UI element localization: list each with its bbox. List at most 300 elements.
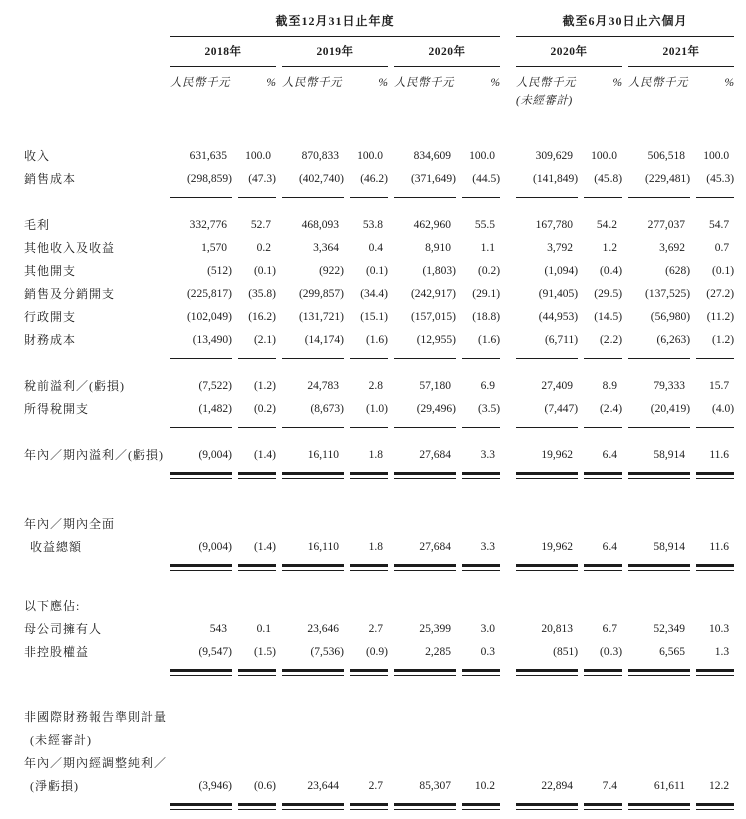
amount-cell	[628, 752, 690, 775]
section-gap-cell	[24, 115, 734, 145]
amount-cell: 25,399	[419, 623, 451, 635]
amount-cell: (7,447)	[516, 398, 578, 428]
percent-cell	[584, 595, 622, 618]
section-gap	[24, 571, 734, 595]
row-label: 稅前溢利／(虧損)	[24, 379, 125, 393]
amount-cell: (29,496)	[394, 398, 456, 428]
group-gap	[506, 641, 510, 676]
amount-cell: 16,110	[282, 444, 344, 479]
row-label: 銷售及分銷開支	[24, 287, 116, 301]
amount-cell	[282, 752, 344, 775]
amount-cell	[628, 729, 690, 752]
unit-label: 人民幣千元	[628, 77, 689, 89]
empty-cell	[584, 93, 622, 115]
percent-cell: 52.7	[250, 219, 271, 231]
amount-cell: (13,490)	[170, 329, 232, 359]
percent-cell	[350, 752, 388, 775]
percent-cell: (45.8)	[584, 168, 622, 198]
amount-cell: (1,482)	[170, 398, 232, 428]
percent-cell	[238, 752, 276, 775]
row-label: 其他收入及收益	[24, 241, 116, 255]
amount-cell: 57,180	[419, 380, 451, 392]
amount-cell: (141,849)	[516, 168, 578, 198]
percent-cell	[696, 752, 734, 775]
row-label: 年內／期內溢利／(虧損)	[24, 448, 164, 462]
row-label: 其他開支	[24, 264, 77, 278]
percent-cell: 3.0	[480, 623, 496, 635]
amount-cell	[282, 595, 344, 618]
amount-cell: (6,263)	[628, 329, 690, 359]
income-statement-table	[18, 8, 740, 810]
amount-cell: (6,711)	[516, 329, 578, 359]
year-header-2020-interim: 2020年	[516, 37, 622, 67]
row-label: 以下應佔:	[24, 599, 81, 613]
percent-cell: (46.2)	[350, 168, 388, 198]
amount-cell: (131,721)	[298, 311, 344, 323]
amount-cell	[516, 752, 578, 775]
percent-cell: 2.7	[368, 623, 383, 635]
unaudited-note-row	[24, 93, 734, 115]
percent-cell: 55.5	[474, 219, 496, 231]
header-label-spacer	[24, 93, 164, 115]
percent-cell: (0.1)	[253, 265, 276, 277]
empty-cell	[628, 93, 734, 115]
row-label: 毛利	[24, 218, 51, 232]
amount-cell: (851)	[516, 641, 578, 676]
amount-cell: 631,635	[189, 150, 227, 162]
row-label: 所得稅開支	[24, 402, 90, 416]
percent-cell: 1.1	[480, 242, 496, 254]
table-row	[24, 618, 734, 641]
percent-cell	[462, 513, 500, 536]
row-label: 年內／期內全面	[24, 517, 116, 531]
percent-cell: (14.5)	[594, 311, 623, 323]
empty-cell	[170, 93, 500, 115]
unit-label: 人民幣千元	[282, 77, 342, 89]
percent-cell: (2.2)	[584, 329, 622, 359]
year-header-2020: 2020年	[394, 37, 500, 67]
percent-cell	[584, 752, 622, 775]
table-row	[24, 237, 734, 260]
percent-cell: 1.2	[602, 242, 618, 254]
amount-cell	[628, 513, 690, 536]
percent-cell: (1.2)	[696, 329, 734, 359]
amount-cell: (1,803)	[422, 265, 456, 277]
section-gap-cell	[24, 676, 734, 706]
amount-cell	[516, 595, 578, 618]
group-gap	[506, 37, 510, 67]
amount-cell	[628, 706, 690, 729]
amount-cell: (7,536)	[282, 641, 344, 676]
table-row	[24, 260, 734, 283]
amount-cell: (7,522)	[198, 380, 232, 392]
percent-cell: (0.2)	[478, 265, 501, 277]
percent-cell: 10.3	[708, 623, 730, 635]
table-row	[24, 306, 734, 329]
table-row	[24, 283, 734, 306]
group-gap	[506, 536, 510, 571]
amount-cell: (242,917)	[410, 288, 456, 300]
row-label: 母公司擁有人	[24, 622, 103, 636]
percent-cell: (1.4)	[238, 536, 276, 571]
amount-cell: (8,673)	[282, 398, 344, 428]
amount-cell: 1,570	[201, 242, 227, 254]
percent-cell	[696, 595, 734, 618]
percent-cell: (18.8)	[472, 311, 501, 323]
group-gap	[506, 618, 510, 641]
year-header-row	[24, 37, 734, 67]
interim-period-header: 截至6月30日止六個月	[516, 8, 734, 37]
header-label-spacer	[24, 37, 164, 67]
group-gap	[506, 729, 510, 752]
section-gap	[24, 479, 734, 513]
percent-cell: (35.8)	[248, 288, 276, 300]
amount-cell: 79,333	[653, 380, 686, 392]
amount-cell: (225,817)	[186, 288, 232, 300]
amount-cell: 58,914	[628, 536, 690, 571]
table-row	[24, 398, 734, 428]
amount-cell	[394, 729, 456, 752]
table-row	[24, 706, 734, 729]
amount-cell: (512)	[207, 265, 232, 277]
amount-cell: (157,015)	[410, 311, 456, 323]
percent-cell: (34.4)	[360, 288, 388, 300]
group-gap	[506, 260, 510, 283]
percent-cell	[350, 706, 388, 729]
unit-label: 人民幣千元	[170, 77, 230, 89]
percent-cell: 1.8	[350, 444, 388, 479]
table-row	[24, 775, 734, 810]
amount-cell: 19,962	[516, 444, 578, 479]
amount-cell: (229,481)	[628, 168, 690, 198]
table-row	[24, 513, 734, 536]
amount-cell: 834,609	[413, 150, 451, 162]
percent-cell	[462, 595, 500, 618]
percent-cell	[696, 513, 734, 536]
amount-cell: 870,833	[301, 150, 339, 162]
amount-cell: 3,792	[547, 242, 574, 254]
amount-cell: (371,649)	[394, 168, 456, 198]
amount-cell: 24,783	[307, 380, 339, 392]
group-gap	[506, 706, 510, 729]
percent-cell: (11.2)	[706, 311, 735, 323]
percent-cell	[238, 595, 276, 618]
percent-cell: (0.1)	[712, 265, 735, 277]
table-row	[24, 444, 734, 479]
annual-period-header: 截至12月31日止年度	[170, 8, 500, 37]
percent-cell: (1.2)	[253, 380, 276, 392]
amount-cell	[516, 729, 578, 752]
amount-cell	[394, 595, 456, 618]
amount-cell: 277,037	[647, 219, 686, 231]
group-header-row	[24, 8, 734, 37]
section-gap	[24, 676, 734, 706]
amount-cell	[516, 706, 578, 729]
percent-cell: (4.0)	[696, 398, 734, 428]
amount-cell: 23,646	[307, 623, 339, 635]
amount-cell: 462,960	[413, 219, 451, 231]
percent-cell: 11.6	[696, 536, 734, 571]
amount-cell: 2,285	[394, 641, 456, 676]
percent-cell: 15.7	[708, 380, 730, 392]
amount-cell: (20,419)	[628, 398, 690, 428]
percent-cell: 6.4	[584, 444, 622, 479]
percent-cell: 53.8	[362, 219, 383, 231]
section-gap-cell	[24, 479, 734, 513]
percent-cell: 0.7	[714, 242, 730, 254]
percent-cell: 3.3	[462, 444, 500, 479]
percent-cell: 54.7	[708, 219, 730, 231]
section-gap	[24, 115, 734, 145]
section-gap-cell	[24, 359, 734, 375]
percent-cell	[584, 513, 622, 536]
percent-cell: 100.0	[703, 150, 730, 162]
amount-cell: (299,857)	[298, 288, 344, 300]
amount-cell	[516, 513, 578, 536]
percent-cell: (0.9)	[350, 641, 388, 676]
percent-cell: 54.2	[596, 219, 618, 231]
amount-cell: 3,692	[659, 242, 686, 254]
amount-cell: (402,740)	[282, 168, 344, 198]
percent-cell: (47.3)	[238, 168, 276, 198]
amount-cell: 309,629	[535, 150, 574, 162]
amount-cell: 8,910	[425, 242, 451, 254]
percent-cell	[462, 752, 500, 775]
percent-cell: 6.7	[602, 623, 618, 635]
group-gap	[506, 398, 510, 428]
row-label: 銷售成本	[24, 172, 77, 186]
table-row	[24, 536, 734, 571]
percent-cell: (1.0)	[350, 398, 388, 428]
amount-cell	[170, 513, 232, 536]
percent-cell	[462, 729, 500, 752]
amount-cell: 16,110	[282, 536, 344, 571]
percent-cell: (3.5)	[462, 398, 500, 428]
group-gap	[506, 67, 510, 93]
amount-cell: (9,547)	[170, 641, 232, 676]
table-row	[24, 752, 734, 775]
percent-cell: 0.1	[256, 623, 271, 635]
percent-cell	[584, 729, 622, 752]
row-label: 收益總額	[30, 540, 83, 554]
amount-cell: (102,049)	[186, 311, 232, 323]
percent-cell	[350, 729, 388, 752]
amount-cell	[394, 513, 456, 536]
amount-cell	[628, 595, 690, 618]
row-label: 非國際財務報告準則計量	[24, 710, 168, 724]
row-label: 收入	[24, 149, 51, 163]
amount-cell: (14,174)	[282, 329, 344, 359]
percent-cell: 0.2	[256, 242, 271, 254]
group-gap	[506, 8, 510, 37]
amount-cell	[170, 595, 232, 618]
group-gap	[506, 283, 510, 306]
percent-cell: (0.4)	[600, 265, 623, 277]
percent-cell: 2.8	[368, 380, 383, 392]
amount-cell: (91,405)	[538, 288, 579, 300]
row-label: 行政開支	[24, 310, 77, 324]
section-gap	[24, 428, 734, 444]
group-gap	[506, 595, 510, 618]
row-label: 財務成本	[24, 333, 77, 347]
amount-cell	[170, 752, 232, 775]
unaudited-note: (未經審計)	[516, 95, 573, 107]
amount-cell	[282, 706, 344, 729]
amount-cell	[282, 729, 344, 752]
unit-label: 人民幣千元	[516, 77, 577, 89]
percent-cell	[238, 729, 276, 752]
amount-cell: 468,093	[301, 219, 339, 231]
amount-cell: 506,518	[647, 150, 686, 162]
amount-cell: 332,776	[189, 219, 227, 231]
amount-cell: 27,409	[541, 380, 574, 392]
section-gap-cell	[24, 428, 734, 444]
amount-cell: 22,894	[516, 775, 578, 810]
percent-cell: 100.0	[591, 150, 618, 162]
percent-cell: (29.1)	[472, 288, 501, 300]
percent-cell: (1.4)	[238, 444, 276, 479]
group-gap	[506, 752, 510, 775]
percent-cell	[238, 706, 276, 729]
amount-cell: 27,684	[394, 536, 456, 571]
group-gap	[506, 306, 510, 329]
group-gap	[506, 444, 510, 479]
amount-cell: 19,962	[516, 536, 578, 571]
percent-cell: (0.6)	[238, 775, 276, 810]
percent-label: %	[724, 77, 735, 89]
percent-cell: (44.5)	[462, 168, 500, 198]
percent-cell: 10.2	[462, 775, 500, 810]
percent-cell: (2.4)	[584, 398, 622, 428]
amount-cell: (922)	[319, 265, 344, 277]
section-gap	[24, 359, 734, 375]
percent-cell: (1.6)	[462, 329, 500, 359]
percent-cell	[350, 513, 388, 536]
amount-cell	[282, 513, 344, 536]
percent-cell: (2.1)	[238, 329, 276, 359]
amount-cell: (1,094)	[544, 265, 579, 277]
percent-cell	[696, 706, 734, 729]
percent-cell: (16.2)	[248, 311, 276, 323]
group-gap	[506, 145, 510, 168]
group-gap	[506, 214, 510, 237]
table-row	[24, 729, 734, 752]
amount-cell: (9,004)	[170, 444, 232, 479]
percent-cell: 7.4	[584, 775, 622, 810]
table-row	[24, 168, 734, 198]
amount-cell: 543	[209, 623, 227, 635]
table-body	[24, 115, 734, 810]
amount-cell: (137,525)	[645, 288, 691, 300]
percent-label: %	[490, 77, 501, 89]
percent-cell: (0.3)	[584, 641, 622, 676]
amount-cell	[394, 752, 456, 775]
group-gap	[506, 237, 510, 260]
amount-cell	[170, 729, 232, 752]
group-gap	[506, 93, 510, 115]
table-row	[24, 641, 734, 676]
percent-cell: 100.0	[469, 150, 496, 162]
percent-cell: (1.5)	[238, 641, 276, 676]
row-label: 非控股權益	[24, 645, 90, 659]
group-gap	[506, 375, 510, 398]
percent-cell: 100.0	[357, 150, 383, 162]
unit-label: 人民幣千元	[394, 77, 454, 89]
amount-cell: (56,980)	[650, 311, 691, 323]
amount-cell: 61,611	[628, 775, 690, 810]
percent-cell: 0.3	[462, 641, 500, 676]
percent-cell: (45.3)	[696, 168, 734, 198]
percent-cell: 11.6	[696, 444, 734, 479]
percent-cell: 0.4	[368, 242, 383, 254]
section-gap-cell	[24, 198, 734, 214]
amount-cell: 58,914	[628, 444, 690, 479]
percent-cell: 8.9	[602, 380, 618, 392]
percent-label: %	[266, 77, 276, 89]
amount-cell: 6,565	[628, 641, 690, 676]
amount-cell	[170, 706, 232, 729]
percent-cell: 6.4	[584, 536, 622, 571]
amount-cell: 167,780	[535, 219, 574, 231]
table-row	[24, 329, 734, 359]
row-label: 年內／期內經調整純利／	[24, 756, 168, 770]
amount-cell: 52,349	[653, 623, 686, 635]
section-gap	[24, 198, 734, 214]
group-gap	[506, 513, 510, 536]
percent-label: %	[378, 77, 388, 89]
percent-cell: 1.3	[696, 641, 734, 676]
amount-cell: (44,953)	[538, 311, 579, 323]
percent-cell: (29.5)	[594, 288, 623, 300]
table-row	[24, 595, 734, 618]
percent-cell: 1.8	[350, 536, 388, 571]
percent-cell	[696, 729, 734, 752]
amount-cell: 85,307	[394, 775, 456, 810]
percent-cell: (15.1)	[360, 311, 388, 323]
amount-cell: (298,859)	[170, 168, 232, 198]
section-gap-cell	[24, 571, 734, 595]
percent-cell	[238, 513, 276, 536]
header-label-spacer	[24, 8, 164, 37]
amount-cell: (628)	[665, 265, 691, 277]
header-label-spacer	[24, 67, 164, 93]
amount-cell: 3,364	[313, 242, 339, 254]
table-row	[24, 214, 734, 237]
group-gap	[506, 329, 510, 359]
unit-header-row	[24, 67, 734, 93]
amount-cell: 20,813	[541, 623, 574, 635]
percent-label: %	[612, 77, 623, 89]
year-header-2019: 2019年	[282, 37, 388, 67]
percent-cell: 2.7	[350, 775, 388, 810]
table-row	[24, 145, 734, 168]
amount-cell: 27,684	[394, 444, 456, 479]
percent-cell: (1.6)	[350, 329, 388, 359]
amount-cell: 23,644	[282, 775, 344, 810]
row-label: (淨虧損)	[30, 779, 79, 793]
percent-cell: (27.2)	[706, 288, 735, 300]
amount-cell: (9,004)	[170, 536, 232, 571]
percent-cell: (0.1)	[365, 265, 388, 277]
percent-cell: 6.9	[480, 380, 496, 392]
amount-cell	[394, 706, 456, 729]
percent-cell: 12.2	[696, 775, 734, 810]
group-gap	[506, 775, 510, 810]
percent-cell	[350, 595, 388, 618]
amount-cell: (3,946)	[170, 775, 232, 810]
percent-cell	[462, 706, 500, 729]
year-header-2021-interim: 2021年	[628, 37, 734, 67]
